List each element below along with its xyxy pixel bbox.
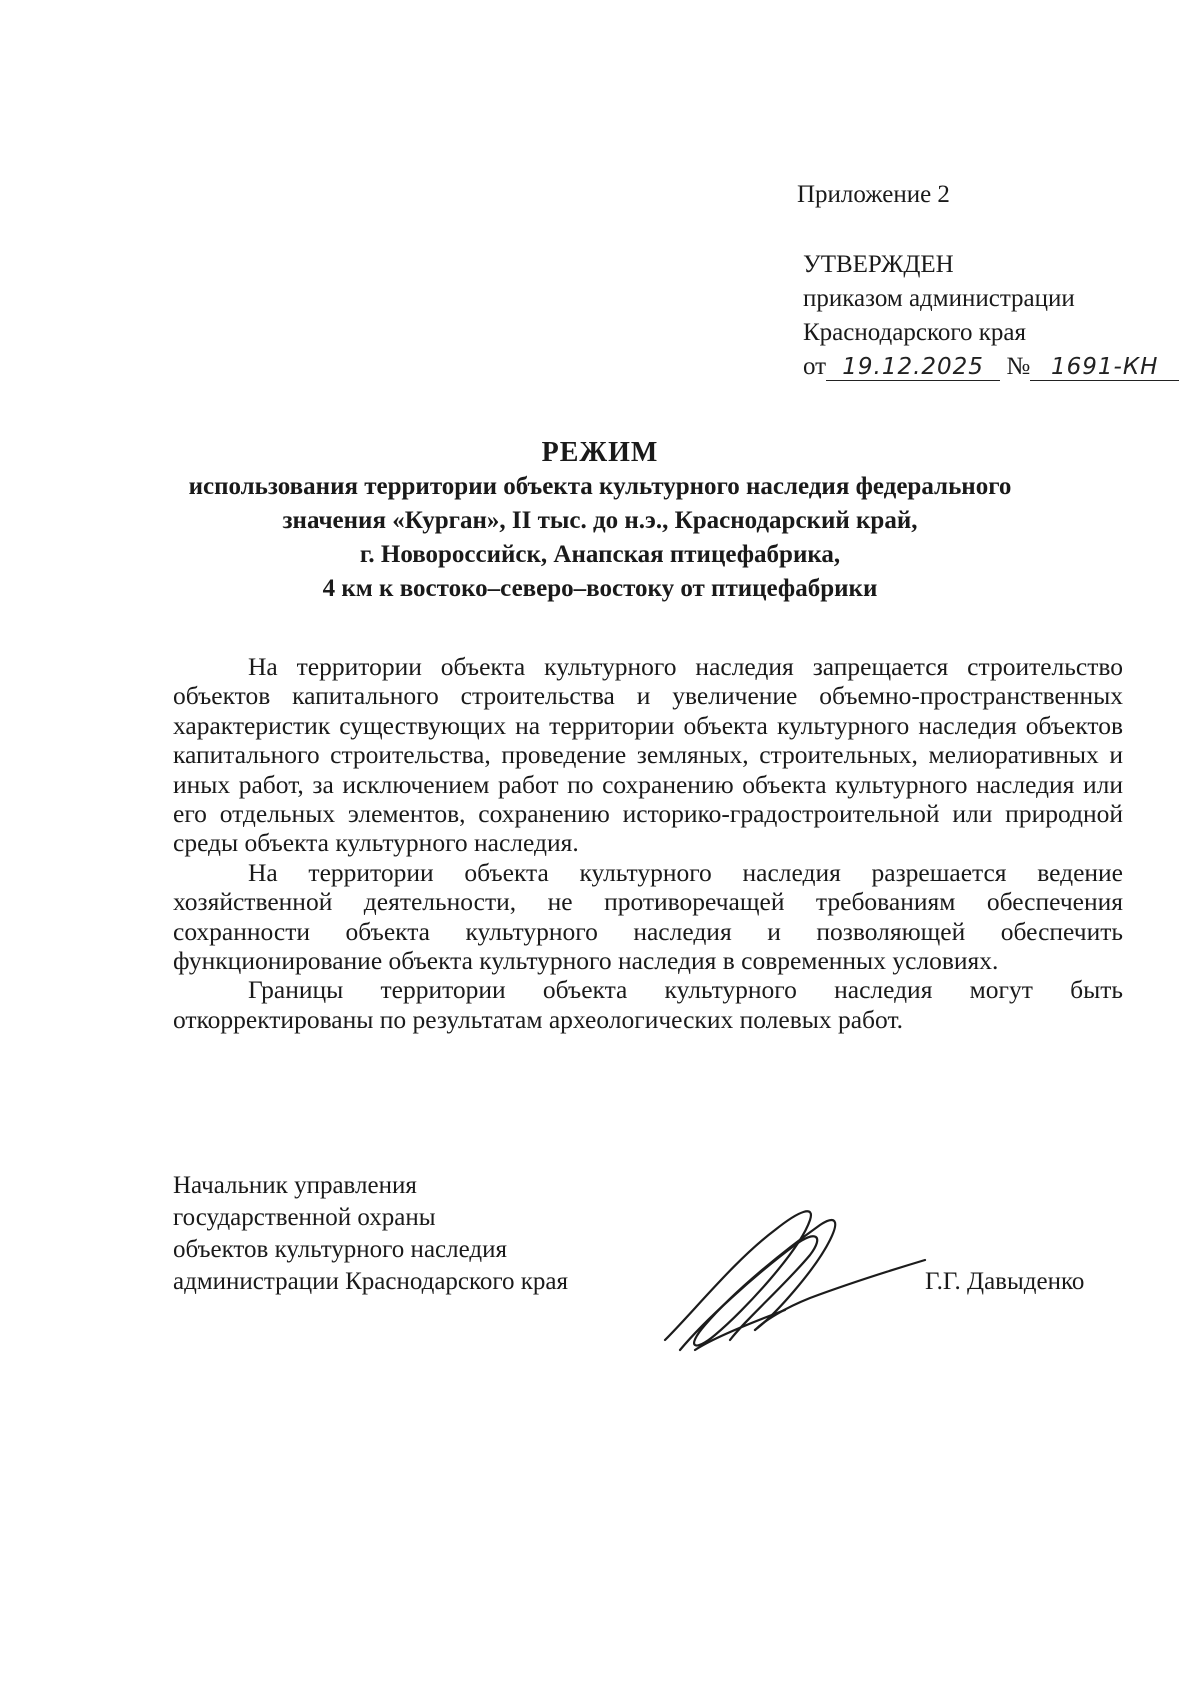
heading-line-3: г. Новороссийск, Анапская птицефабрика, xyxy=(359,541,841,568)
signatory-position-line-3: объектов культурного наследия xyxy=(173,1236,507,1263)
approval-line-2: Краснодарского края xyxy=(803,319,1026,346)
appendix-label: Приложение 2 xyxy=(797,181,950,208)
body-paragraph-1: На территории объекта культурного наследия запрещается строительство объектов капитального строительства и увеличение объемно-пространственных характеристик существующих на территории объекта культурного наследия объектов капитального строительства, проведение земляных, строительных, мелиоративных и иных работ, за исключением работ по сохранению объекта культурного наследия или его отдельных элементов, сохранению историко-градостроительной или природной среды объекта культурного наследия. xyxy=(173,652,1123,858)
approval-date-line xyxy=(803,350,1179,384)
document-title: РЕЖИМ xyxy=(541,437,659,468)
signatory-position-line-1: Начальник управления xyxy=(173,1172,417,1199)
document-heading xyxy=(150,436,1050,606)
handwritten-date: 19.12.2025 xyxy=(826,354,1000,381)
handwritten-signature xyxy=(635,1190,935,1360)
document-body xyxy=(173,652,1123,1034)
heading-line-1: использования территории объекта культурного наследия федерального xyxy=(188,473,1012,500)
number-prefix: № xyxy=(1006,353,1031,380)
heading-line-4: 4 км к востоко–северо–востоку от птицефабрики xyxy=(322,575,878,602)
signatory-position-line-2: государственной охраны xyxy=(173,1204,436,1231)
signatory-name: Г.Г. Давыденко xyxy=(925,1268,1085,1295)
approval-title: УТВЕРЖДЕН xyxy=(803,251,954,278)
approval-block xyxy=(803,248,1179,384)
handwritten-number: 1691-КН xyxy=(1030,354,1179,381)
signatory-position xyxy=(173,1170,568,1298)
body-paragraph-3: Границы территории объекта культурного наследия могут быть откорректированы по результатам археологических полевых работ. xyxy=(173,975,1123,1034)
approval-line-1: приказом администрации xyxy=(803,285,1075,312)
date-prefix: от xyxy=(803,353,827,380)
signatory-position-line-4: администрации Краснодарского края xyxy=(173,1268,569,1295)
body-paragraph-2: На территории объекта культурного наследия разрешается ведение хозяйственной деятельности, не противоречащей требованиям обеспечения сохранности объекта культурного наследия и позволяющей обеспечить функционирование объекта культурного наследия в современных условиях. xyxy=(173,857,1123,976)
heading-line-2: значения «Курган», II тыс. до н.э., Краснодарский край, xyxy=(282,507,918,534)
